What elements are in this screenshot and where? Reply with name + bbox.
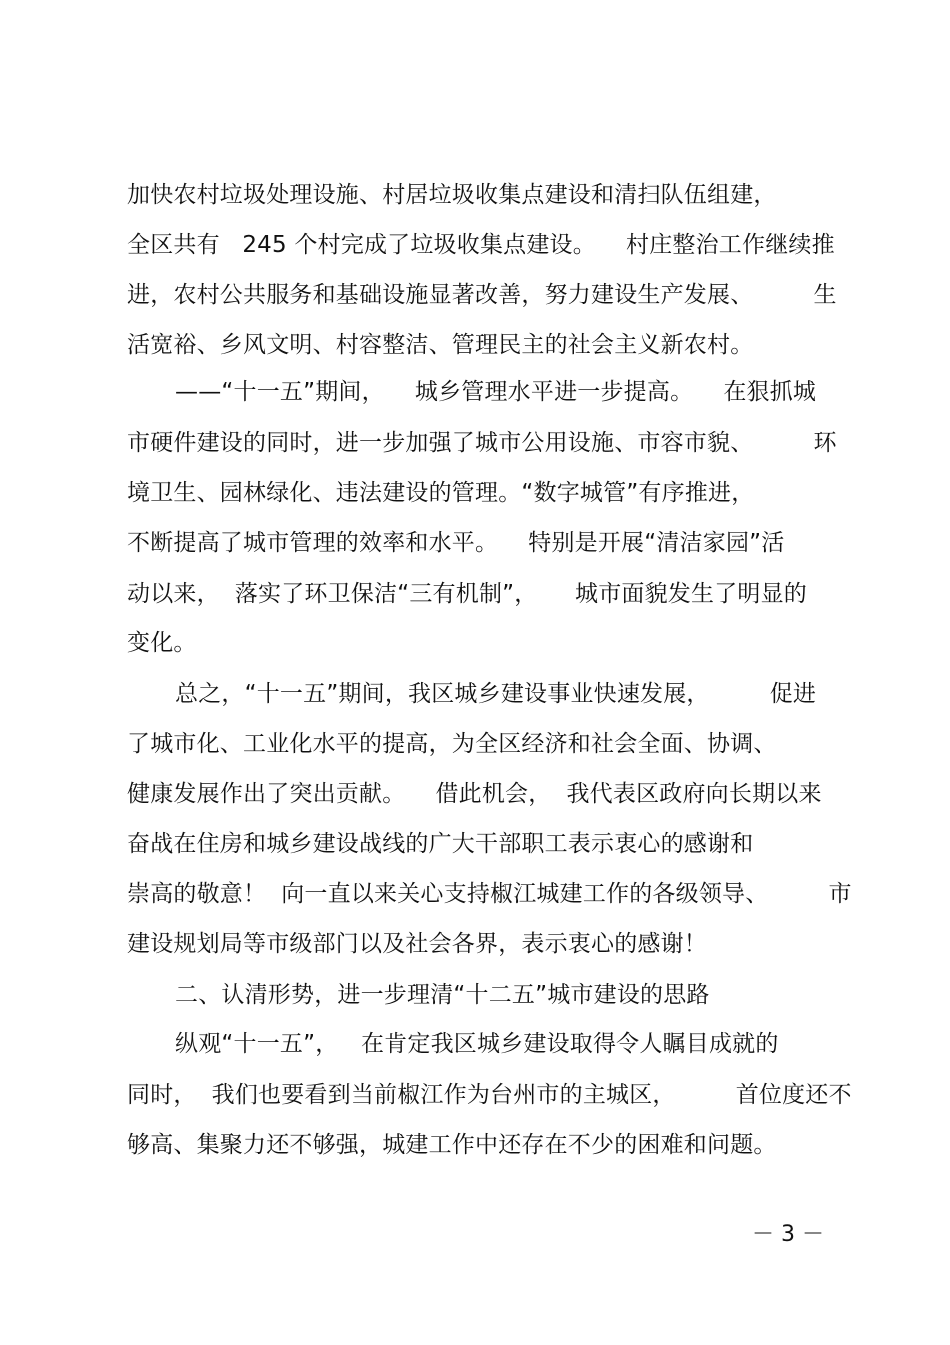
text-line: 加快农村垃圾处理设施、村居垃圾收集点建设和清扫队伍组建，	[127, 182, 777, 208]
text-line: 进，农村公共服务和基础设施显著改善，努力建设生产发展、 生	[127, 282, 837, 308]
text-line: 境卫生、园林绿化、违法建设的管理。“数字城管”有序推进，	[127, 480, 755, 506]
text-line: 不断提高了城市管理的效率和水平。 特别是开展“清洁家园”活	[127, 530, 785, 556]
text-line: 崇高的敬意！ 向一直以来关心支持椒江城建工作的各级领导、 市	[127, 881, 852, 907]
text-line: 变化。	[127, 630, 197, 656]
text-line: 动以来， 落实了环卫保洁“三有机制”， 城市面貌发生了明显的	[127, 581, 808, 607]
text-line: ——“十一五”期间， 城乡管理水平进一步提高。 在狠抓城	[175, 379, 817, 405]
text-line: 健康发展作出了突出贡献。 借此机会， 我代表区政府向长期以来	[127, 781, 822, 807]
text-line: 纵观“十一五”， 在肯定我区城乡建设取得令人瞩目成就的	[175, 1031, 779, 1057]
text-line: 够高、集聚力还不够强，城建工作中还存在不少的困难和问题。	[127, 1132, 777, 1158]
text-line: 活宽裕、乡风文明、村容整洁、管理民主的社会主义新农村。	[127, 332, 754, 358]
text-line: 全区共有 245 个村完成了垃圾收集点建设。 村庄整治工作继续推	[127, 232, 835, 258]
text-line: 市硬件建设的同时，进一步加强了城市公用设施、市容市貌、 环	[127, 430, 837, 456]
page-number: － 3 －	[752, 1222, 824, 1247]
text-line: 总之，“十一五”期间，我区城乡建设事业快速发展， 促进	[175, 681, 817, 707]
text-line: 了城市化、工业化水平的提高，为全区经济和社会全面、协调、	[127, 731, 777, 757]
section-heading: 二、认清形势，进一步理清“十二五”城市建设的思路	[175, 982, 710, 1008]
text-line: 建设规划局等市级部门以及社会各界，表示衷心的感谢！	[127, 931, 707, 957]
text-line: 奋战在住房和城乡建设战线的广大干部职工表示衷心的感谢和	[127, 831, 754, 857]
text-line: 同时， 我们也要看到当前椒江作为台州市的主城区， 首位度还不	[127, 1082, 852, 1108]
